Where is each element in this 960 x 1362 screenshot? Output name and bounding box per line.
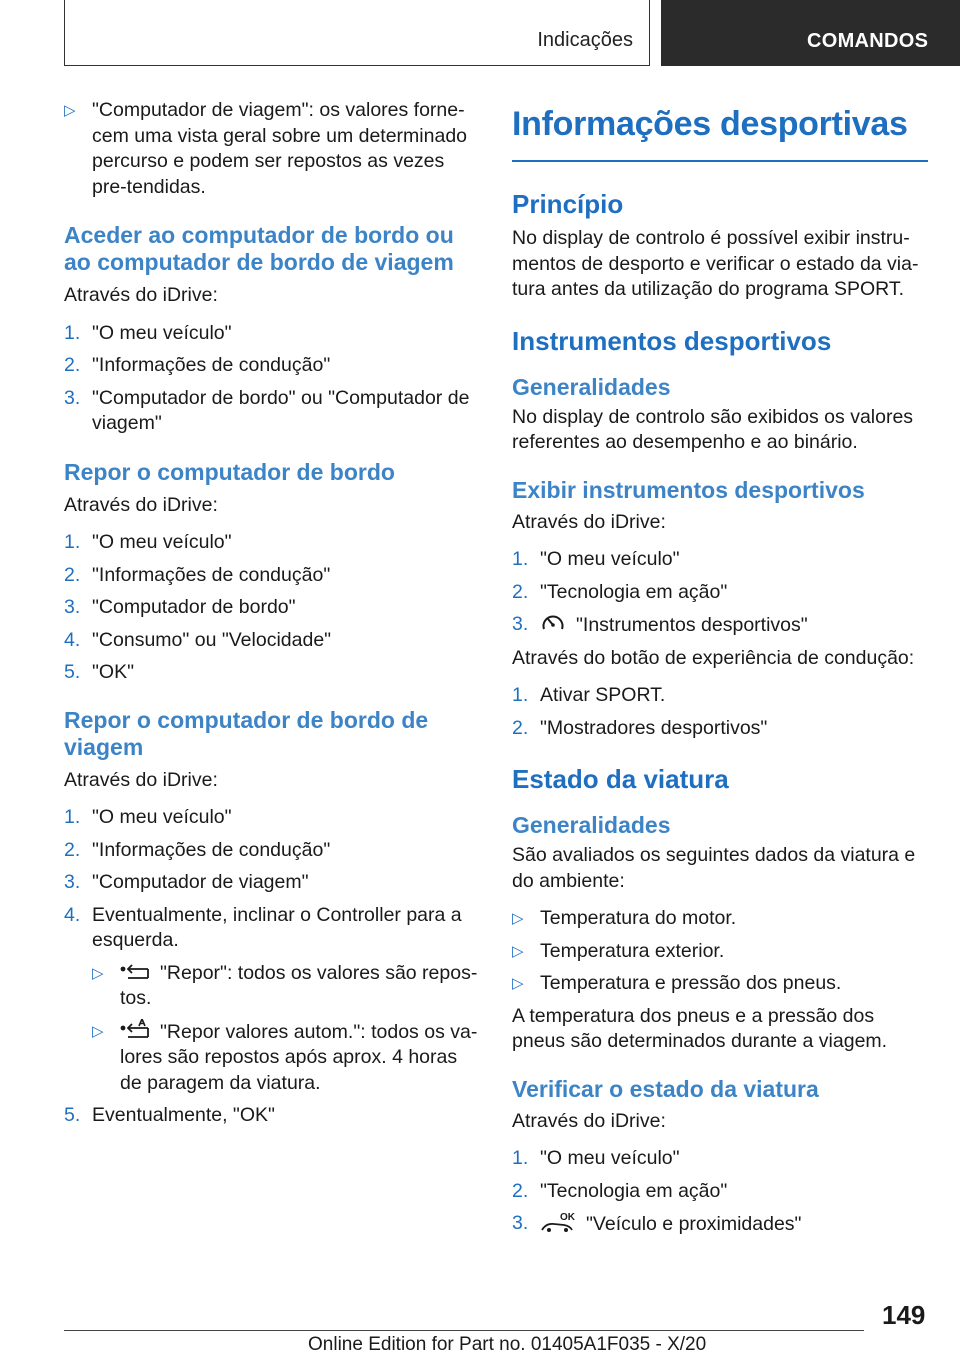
page-title: Informações desportivas [512, 100, 928, 162]
subsection-heading: Verificar o estado da viatura [512, 1075, 819, 1102]
list-item: 3. "Computador de viagem" [64, 871, 309, 893]
list-item [64, 98, 478, 200]
page-number: 149 [882, 1300, 926, 1330]
bullet-icon: ▷ [64, 102, 76, 119]
list-item: 1. Ativar SPORT. [512, 684, 666, 706]
list-item: 3. "Computador de bordo" ou "Computador de viagem" [64, 386, 470, 434]
right-column [512, 100, 928, 1245]
gauge-icon [540, 612, 566, 634]
list-item: 3. "Instrumentos desportivos" [512, 613, 808, 636]
subsection-heading: Generalidades [512, 373, 671, 400]
subsection-heading: Generalidades [512, 812, 671, 838]
list-item: 1. "O meu veículo" [512, 548, 680, 570]
paragraph: No display de controlo é possível exibir instru-mentos de desporto e verificar o estado da via-tura antes da utilização do programa SPORT. [512, 227, 919, 300]
header-chapter-tab [661, 0, 960, 66]
list-item: 4. "Consumo" ou "Velocidade" [64, 628, 332, 651]
list-item: 4. Eventualmente, inclinar o Controller para a esquerda. [64, 903, 462, 951]
list-item: 3. OK "Veículo e proximidades" [512, 1212, 802, 1235]
list-item: ▷ Temperatura do motor. [512, 907, 737, 929]
footer-text: Online Edition for Part no. 01405A1F035 - X/20 [308, 1334, 707, 1355]
intro-bullet-text: "Computador de viagem": os valores forne-cem uma vista geral sobre um determinado percurso e podem ser repostos as vezes pre-tendidas. [92, 99, 468, 198]
list-item: 1. "O meu veículo" [64, 806, 232, 828]
subsection-heading: Exibir instrumentos desportivos [512, 476, 865, 503]
list-item: 1. "O meu veículo" [64, 531, 232, 553]
paragraph: Através do botão de experiência de condução: [512, 646, 915, 669]
paragraph: No display de controlo são exibidos os valores referentes ao desempenho e ao binário. [512, 405, 914, 453]
list-item: ▷ "Repor valores autom.": todos os va-lores são repostos após aprox. 4 horas de paragem da viatura. [92, 1020, 478, 1094]
list-item: 2. "Tecnologia em ação" [512, 580, 728, 603]
header-chapter-title: COMANDOS [807, 30, 929, 52]
paragraph: São avaliados os seguintes dados da viatura e do ambiente: [512, 844, 916, 892]
list-item: 3. "Computador de bordo" [64, 596, 296, 618]
paragraph: Através do iDrive: [512, 1109, 666, 1132]
section-heading: Aceder ao computador de bordo ou ao computador de bordo de viagem [64, 222, 454, 275]
list-item: 5. "OK" [64, 661, 135, 683]
list-item: 2. "Informações de condução" [64, 354, 331, 376]
list-item: 2. "Tecnologia em ação" [512, 1179, 728, 1202]
paragraph: Através do iDrive: [512, 510, 666, 533]
list-item: 2. "Informações de condução" [64, 838, 331, 861]
left-column [64, 98, 478, 1136]
list-item: 1. "O meu veículo" [64, 321, 232, 344]
paragraph: Através do iDrive: [64, 768, 218, 791]
section-heading: Princípio [512, 189, 624, 219]
list-item: 5. Eventualmente, "OK" [64, 1104, 275, 1126]
paragraph: Através do iDrive: [64, 284, 218, 306]
svg-text:OK: OK [560, 1212, 575, 1223]
list-item: ▷ Temperatura exterior. [512, 939, 725, 962]
section-heading: Instrumentos desportivos [512, 325, 832, 356]
list-item: 2. "Mostradores desportivos" [512, 716, 768, 739]
header-section-title: Indicações [537, 29, 633, 51]
list-item: 1. "O meu veículo" [512, 1147, 680, 1169]
section-heading: Repor o computador de bordo de viagem [64, 706, 429, 760]
footer-divider [64, 1330, 864, 1331]
list-item: 2. "Informações de condução" [64, 563, 331, 586]
paragraph: Através do iDrive: [64, 493, 218, 516]
paragraph: A temperatura dos pneus e a pressão dos pneus são determinados durante a viagem. [512, 1004, 888, 1052]
list-item: ▷ "Repor": todos os valores são repos-tos. [92, 961, 478, 1009]
section-heading: Repor o computador de bordo [64, 458, 395, 485]
reset-auto-icon [120, 1019, 150, 1041]
car-ok-icon [540, 1211, 576, 1233]
section-heading: Estado da viatura [512, 764, 729, 794]
header-section-tab [64, 0, 650, 66]
list-item: ▷ Temperatura e pressão dos pneus. [512, 972, 842, 994]
reset-arrow-icon [120, 964, 150, 982]
